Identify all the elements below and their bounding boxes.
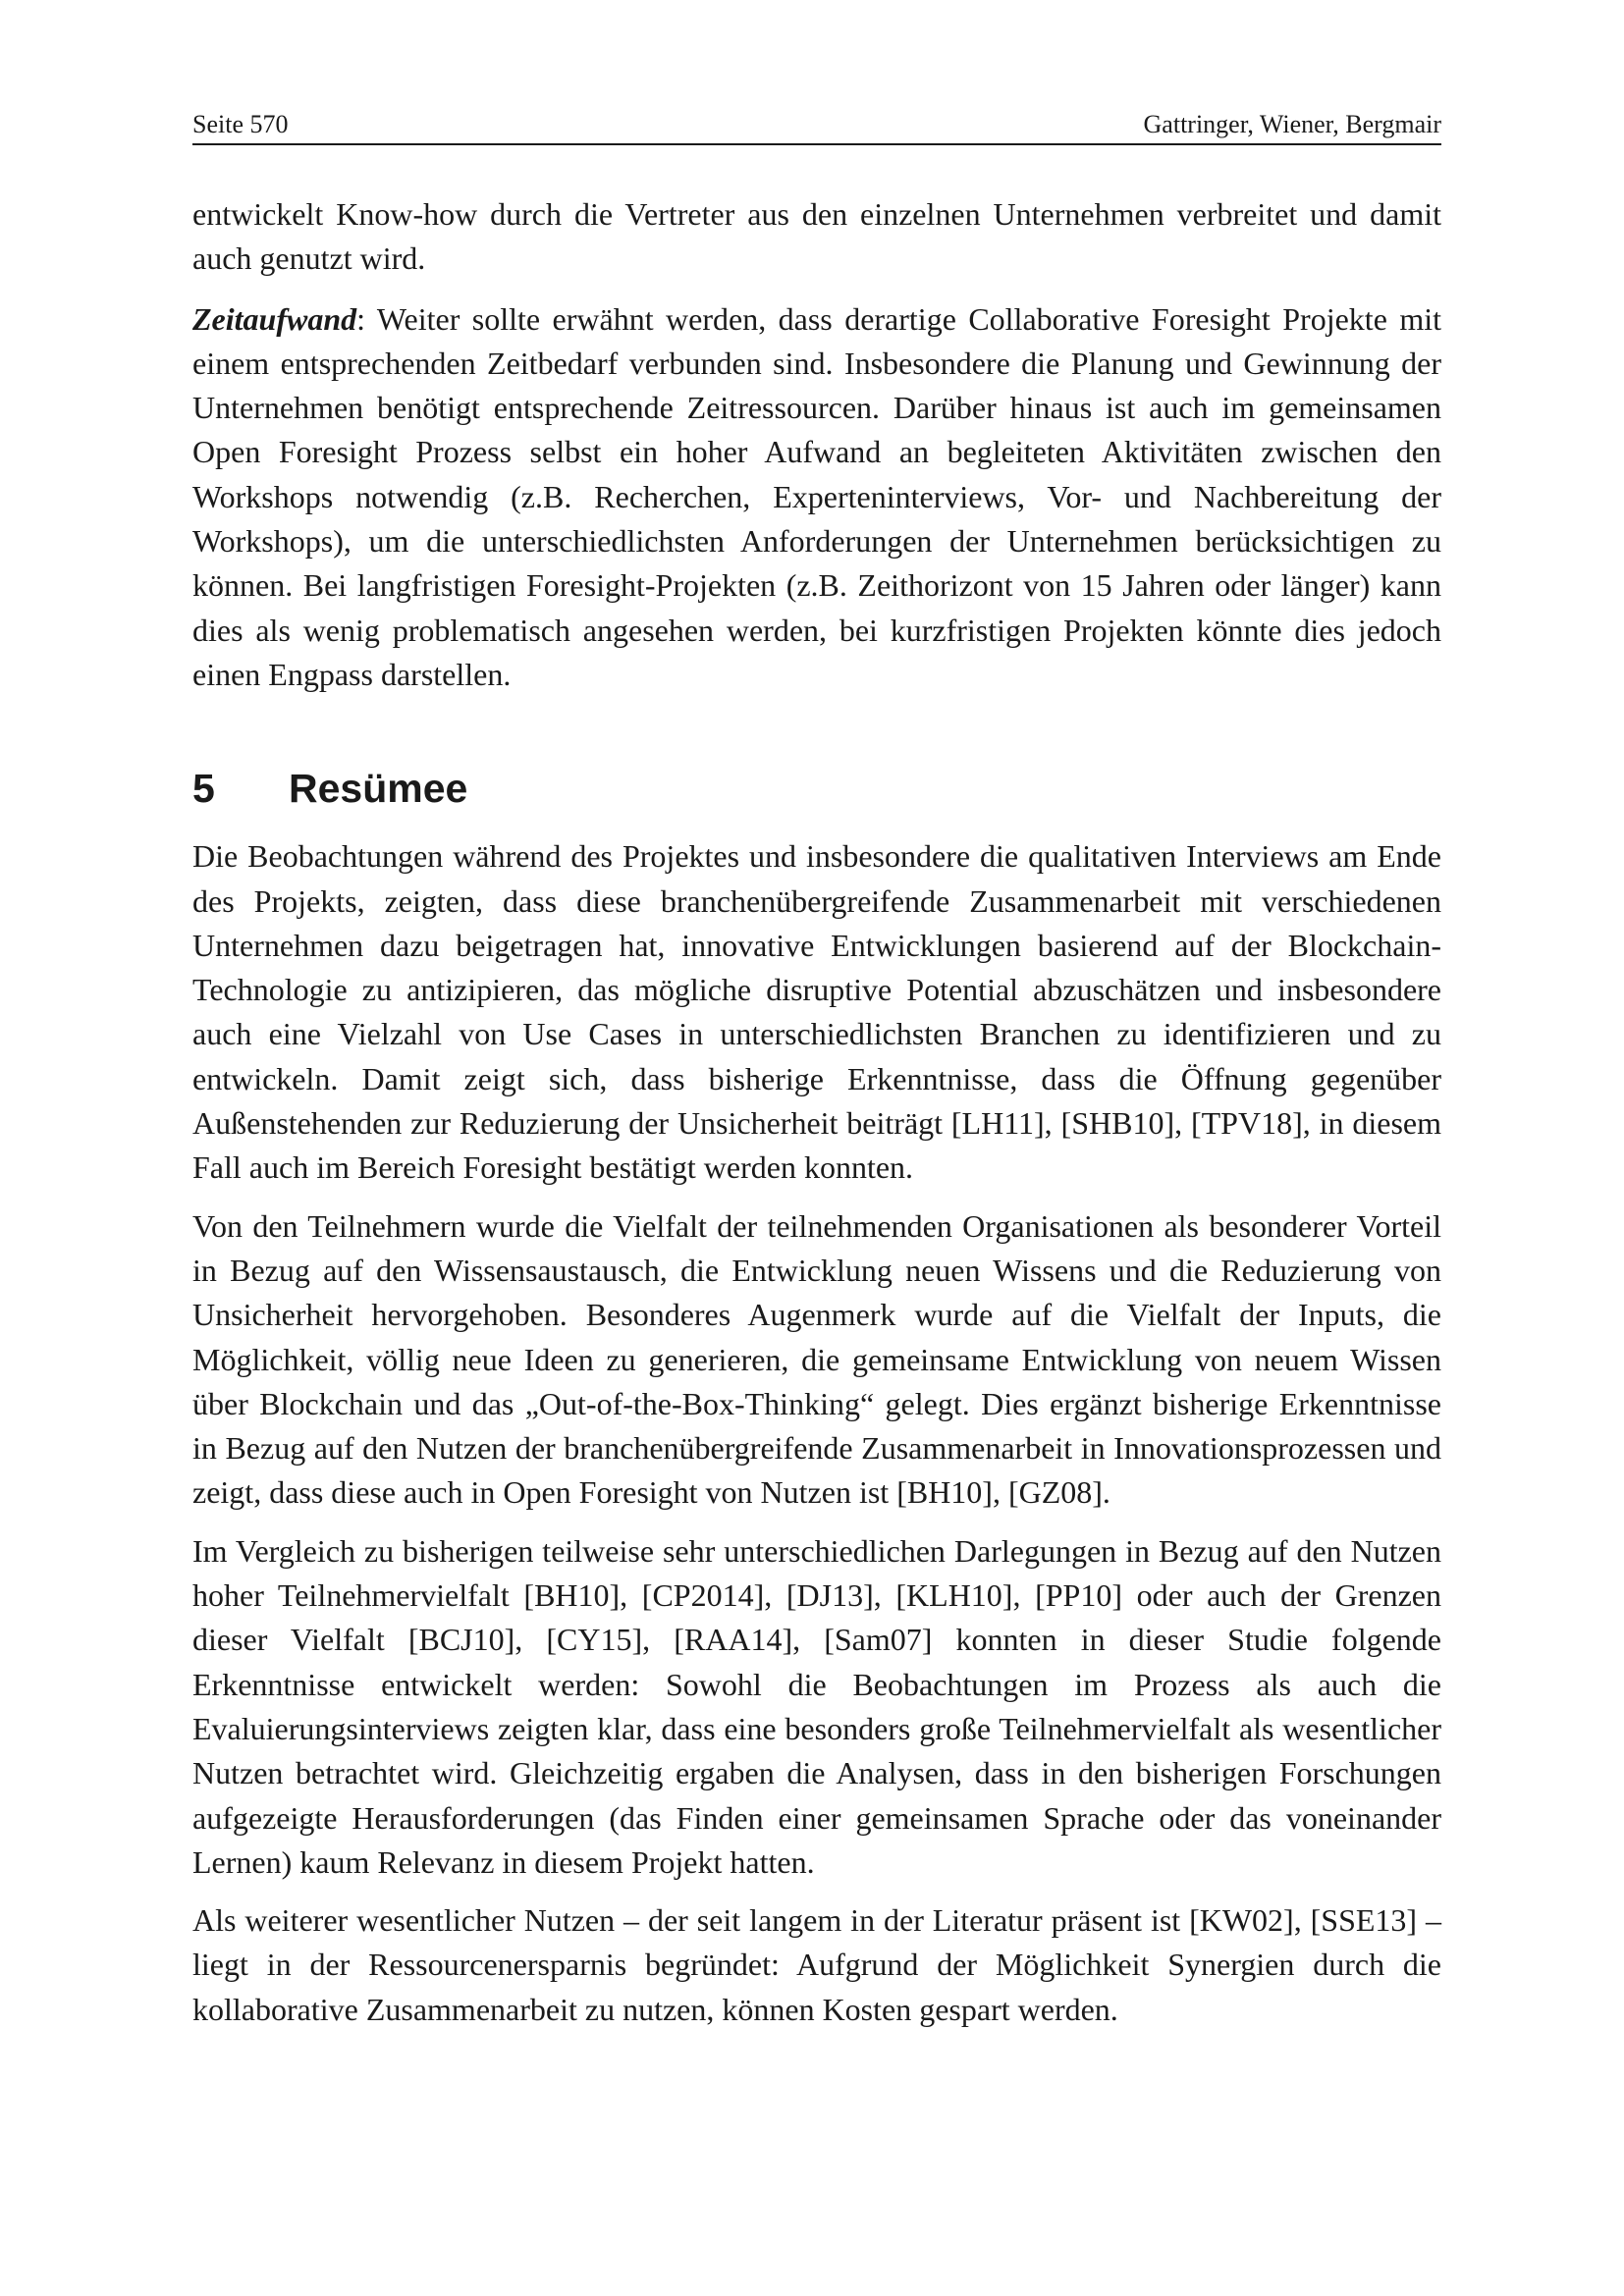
body-paragraph: Die Beobachtungen während des Projektes und insbesondere die qualitativen Interviews am Ende des Projekts, zeigten, dass diese branchenübergreifende Zusammenarbeit mit verschiedenen Unternehmen dazu beigetragen hat, innovative Entwicklungen basierend auf der Blockchain-Technologie zu antizipieren, das mögliche disruptive Potential abzuschätzen und insbesondere auch eine Vielzahl von Use Cases in unterschiedlichsten Branchen zu identifizieren und zu entwickeln. Damit zeigt sich, dass bisherige Erkenntnisse, dass die Öffnung gegenüber Außenstehenden zur Reduzierung der Unsicherheit beiträgt [LH11], [SHB10], [TPV18], in diesem Fall auch im Bereich Foresight bestätigt werden konnten. [192, 838, 1441, 1186]
zeitaufwand-paragraph [192, 297, 1441, 698]
page-header [192, 108, 1441, 145]
section-number: 5 [192, 766, 215, 812]
body-paragraph: Von den Teilnehmern wurde die Vielfalt der teilnehmenden Organisationen als besonderer Vorteil in Bezug auf den Wissensaustausch, die Entwicklung neuen Wissens und die Reduzierung von Unsicherheit hervorgehoben. Besonderes Augenmerk wurde auf die Vielfalt der Inputs, die Möglichkeit, völlig neue Ideen zu generieren, die gemeinsame Entwicklung von neuem Wissen über Blockchain und das „Out-of-the-Box-Thinking“ gelegt. Dies ergänzt bisherige Erkenntnisse in Bezug auf den Nutzen der branchenübergreifende Zusammenarbeit in Innovationsprozessen und zeigt, dass diese auch in Open Foresight von Nutzen ist [BH10], [GZ08]. [192, 1207, 1441, 1511]
section-title: Resümee [289, 766, 468, 812]
run-in-heading: Zeitaufwand [192, 300, 357, 337]
page-number: Seite 570 [192, 110, 289, 138]
body-paragraph: Als weiterer wesentlicher Nutzen – der seit langem in der Literatur präsent ist [KW02], [SSE13] – liegt in der Ressourcenersparnis begründet: Aufgrund der Möglichkeit Synergien durch die kollaborative Zusammenarbeit zu nutzen, können Kosten gespart werden. [192, 1902, 1441, 2027]
section-heading [192, 764, 1441, 813]
page-body [192, 192, 1441, 2046]
body-paragraph: Im Vergleich zu bisherigen teilweise sehr unterschiedlichen Darlegungen in Bezug auf den Nutzen hoher Teilnehmervielfalt [BH10], [CP2014], [DJ13], [KLH10], [PP10] oder auch der Grenzen dieser Vielfalt [BCJ10], [CY15], [RAA14], [Sam07] konnten in dieser Studie folgende Erkenntnisse entwickelt werden: Sowohl die Beobachtungen im Prozess als auch die Evaluierungsinterviews zeigten klar, dass eine besonders große Teilnehmervielfalt als wesentlicher Nutzen betrachtet wird. Gleichzeitig ergaben die Analysen, dass in den bisherigen Forschungen aufgezeigte Herausforderungen (das Finden einer gemeinsamen Sprache oder das voneinander Lernen) kaum Relevanz in diesem Projekt hatten. [192, 1532, 1441, 1880]
zeitaufwand-text: : Weiter sollte erwähnt werden, dass derartige Collaborative Foresight Projekte mit einem entsprechenden Zeitbedarf verbunden sind. Insbesondere die Planung und Gewinnung der Unternehmen benötigt entsprechende Zeitressourcen. Darüber hinaus ist auch im gemeinsamen Open Foresight Prozess selbst ein hoher Aufwand an begleiteten Aktivitäten zwischen den Workshops notwendig (z.B. Recherchen, Experteninterviews, Vor- und Nachbereitung der Workshops), um die unterschiedlichsten Anforderungen der Unternehmen berücksichtigen zu können. Bei langfristigen Foresight-Projekten (z.B. Zeithorizont von 15 Jahren oder länger) kann dies als wenig problematisch angesehen werden, bei kurzfristigen Projekten könnte dies jedoch einen Engpass darstellen. [192, 300, 1441, 692]
body-paragraph: entwickelt Know-how durch die Vertreter aus den einzelnen Unternehmen verbreitet und damit auch genutzt wird. [192, 196, 1441, 277]
running-authors: Gattringer, Wiener, Bergmair [1143, 110, 1441, 138]
